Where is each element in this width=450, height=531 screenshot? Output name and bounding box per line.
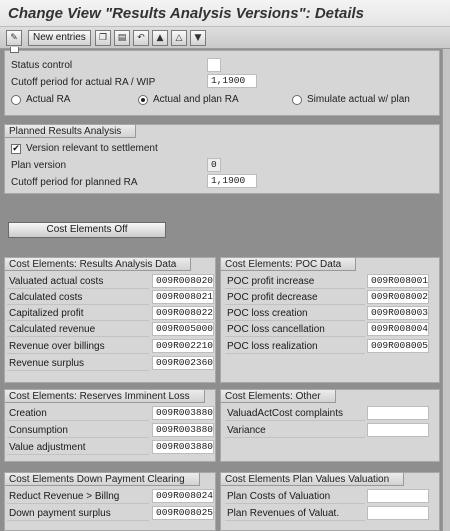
ra-row-field[interactable]: 009R008022	[152, 306, 214, 320]
status-control-label: Status control	[11, 60, 73, 71]
down-payment-row-label: Reduct Revenue > Billng	[7, 489, 149, 504]
ra-data-title: Cost Elements: Results Analysis Data	[5, 258, 191, 271]
other-row-field[interactable]	[367, 406, 429, 420]
reserves-row-field[interactable]: 009R003880	[152, 440, 214, 454]
ra-row-label: Valuated actual costs	[7, 274, 149, 289]
edit-icon[interactable]: ✎	[6, 30, 22, 46]
poc-row-field[interactable]: 009R008003	[367, 306, 429, 320]
reserves-row-field[interactable]: 009R003880	[152, 406, 214, 420]
poc-row-label: POC loss cancellation	[225, 322, 365, 337]
plan-version-label: Plan version	[11, 160, 67, 171]
down-payment-title: Cost Elements Down Payment Clearing	[5, 473, 200, 486]
radio-actual-plan-ra-label: Actual and plan RA	[153, 94, 239, 105]
ra-row-field[interactable]: 009R005000	[152, 322, 214, 336]
ra-row-field[interactable]: 009R008020	[152, 274, 214, 288]
plan-values-row-label: Plan Costs of Valuation	[225, 489, 365, 504]
reserves-row-label: Consumption	[7, 423, 149, 438]
copy-icon[interactable]: ❐	[95, 30, 111, 46]
reserves-row-field[interactable]: 009R003880	[152, 423, 214, 437]
other-row-label: Variance	[225, 423, 365, 438]
new-entries-button[interactable]: New entries	[28, 30, 91, 46]
down-payment-row-field[interactable]: 009R008024	[152, 489, 214, 503]
down-payment-row-field[interactable]: 009R008025	[152, 506, 214, 520]
radio-actual-plan-ra[interactable]	[138, 95, 148, 105]
poc-row-field[interactable]: 009R008002	[367, 290, 429, 304]
poc-row-label: POC loss realization	[225, 339, 365, 354]
plan-values-row-label: Plan Revenues of Valuat.	[225, 506, 365, 521]
other-panel	[220, 389, 440, 462]
planned-results-title: Planned Results Analysis	[5, 125, 136, 138]
poc-row-field[interactable]: 009R008004	[367, 322, 429, 336]
vertical-scrollbar[interactable]	[442, 49, 450, 531]
other-row-field[interactable]	[367, 423, 429, 437]
cutoff-actual-field[interactable]: 1,1900	[207, 74, 257, 88]
poc-row-field[interactable]: 009R008001	[367, 274, 429, 288]
plan-values-row-field[interactable]	[367, 506, 429, 520]
poc-row-label: POC profit decrease	[225, 290, 365, 305]
planned-results-panel	[4, 124, 440, 194]
cutoff-planned-field[interactable]: 1,1900	[207, 174, 257, 188]
reserves-row-label: Creation	[7, 406, 149, 421]
undo-icon[interactable]: ↶	[133, 30, 149, 46]
collapsed-checkbox[interactable]	[10, 47, 19, 53]
settings-panel	[4, 50, 440, 116]
status-control-field[interactable]	[207, 58, 221, 72]
plan-values-panel	[220, 472, 440, 531]
poc-row-label: POC loss creation	[225, 306, 365, 321]
version-relevant-checkbox[interactable]: ✔	[12, 144, 20, 154]
ra-row-label: Calculated revenue	[7, 322, 149, 337]
down-payment-panel	[4, 472, 216, 531]
ra-row-field[interactable]: 009R008021	[152, 290, 214, 304]
other-title: Cost Elements: Other	[221, 390, 336, 403]
radio-actual-ra-label: Actual RA	[26, 94, 71, 105]
ra-row-label: Revenue surplus	[7, 356, 149, 371]
plan-values-title: Cost Elements Plan Values Valuation	[221, 473, 404, 486]
cutoff-actual-label: Cutoff period for actual RA / WIP	[11, 77, 156, 88]
title-bar	[0, 0, 450, 27]
plan-values-row-field[interactable]	[367, 489, 429, 503]
radio-actual-ra[interactable]	[11, 95, 21, 105]
ra-row-field[interactable]: 009R002210	[152, 339, 214, 353]
ra-row-label: Calculated costs	[7, 290, 149, 305]
cost-elements-off-button[interactable]: Cost Elements Off	[8, 222, 166, 238]
ra-row-label: Revenue over billings	[7, 339, 149, 354]
version-relevant-label: Version relevant to settlement	[26, 143, 158, 154]
reserves-row-label: Value adjustment	[7, 440, 149, 455]
window-title: Change View "Results Analysis Versions": Details	[8, 5, 365, 22]
other-row-label: ValuadActCost complaints	[225, 406, 365, 421]
ra-row-label: Capitalized profit	[7, 306, 149, 321]
poc-data-title: Cost Elements: POC Data	[221, 258, 356, 271]
reserves-panel	[4, 389, 216, 462]
reserves-title: Cost Elements: Reserves Imminent Loss	[5, 390, 205, 403]
radio-simulate-label: Simulate actual w/ plan	[307, 94, 410, 105]
down-payment-row-label: Down payment surplus	[7, 506, 149, 521]
poc-row-label: POC profit increase	[225, 274, 365, 289]
plan-version-field[interactable]: 0	[207, 158, 221, 172]
prev-page-icon[interactable]: △	[171, 30, 187, 46]
save-icon[interactable]: ▤	[114, 30, 130, 46]
radio-simulate[interactable]	[292, 95, 302, 105]
first-page-icon[interactable]: ▲	[152, 30, 168, 46]
next-page-icon[interactable]: ▼	[190, 30, 206, 46]
application-toolbar	[0, 27, 450, 49]
poc-data-panel	[220, 257, 440, 383]
ra-row-field[interactable]: 009R002360	[152, 356, 214, 370]
cutoff-planned-label: Cutoff period for planned RA	[11, 177, 138, 188]
ra-data-panel	[4, 257, 216, 383]
poc-row-field[interactable]: 009R008005	[367, 339, 429, 353]
